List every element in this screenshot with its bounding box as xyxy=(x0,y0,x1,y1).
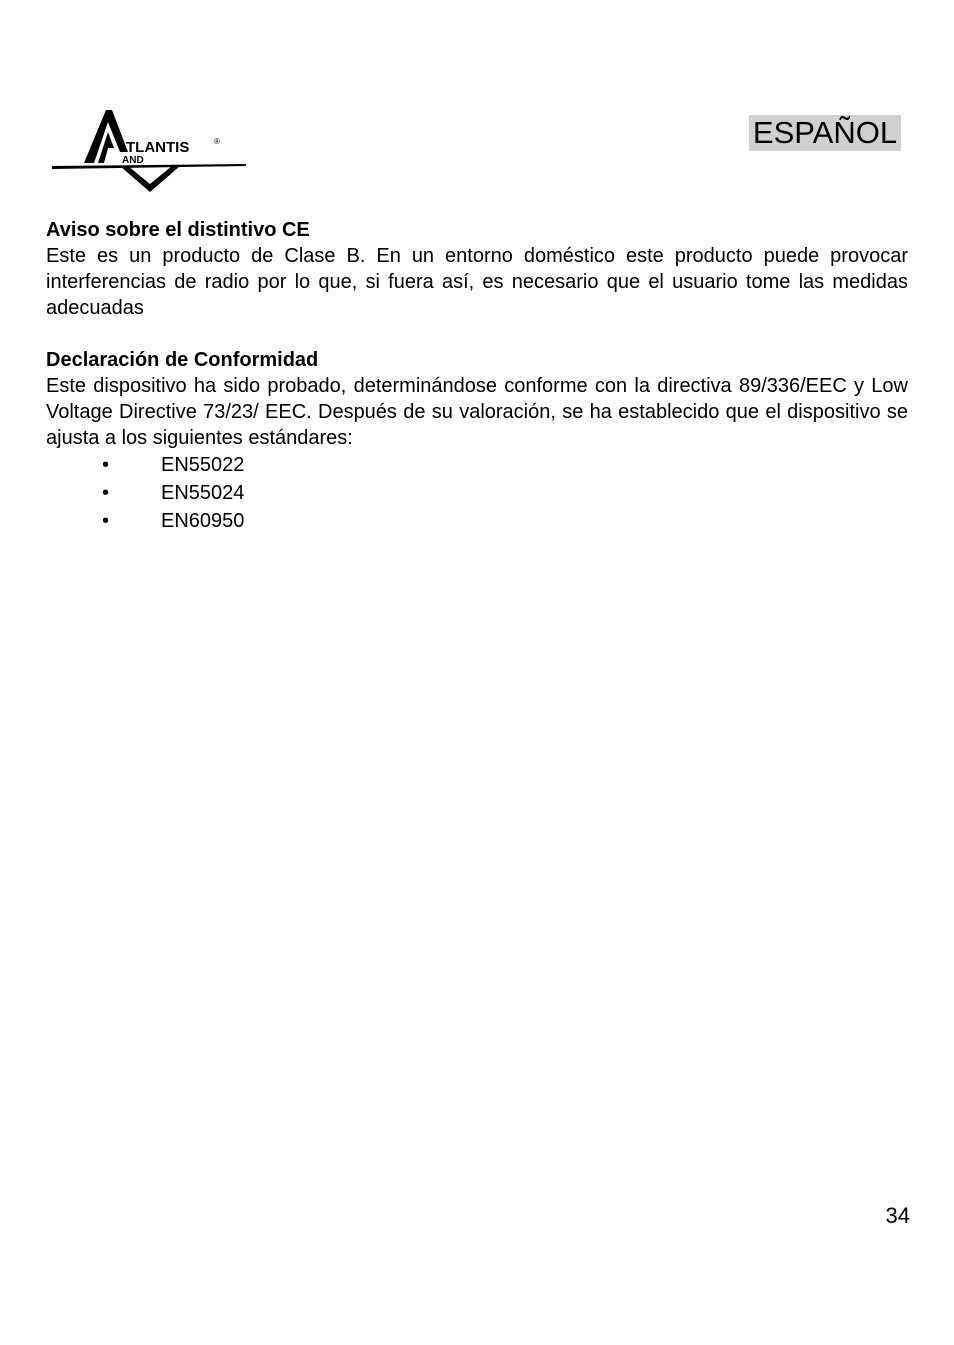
list-item xyxy=(46,507,908,535)
atlantis-land-logo xyxy=(50,108,250,196)
bullet-icon: • xyxy=(102,454,110,476)
language-label: ESPAÑOL xyxy=(749,115,901,151)
bullet-icon: • xyxy=(102,482,110,504)
logo-text-main: TLANTIS xyxy=(126,139,190,156)
logo-swoosh xyxy=(52,164,246,169)
logo-chevron xyxy=(120,166,180,192)
document-body xyxy=(46,217,908,535)
list-item xyxy=(46,479,908,507)
standard-name: EN60950 xyxy=(161,510,245,532)
bullet-icon: • xyxy=(102,510,110,532)
page-number: 34 xyxy=(885,1203,910,1228)
section-body-ce-notice: Este es un producto de Clase B. En un entorno doméstico este producto puede provocar interferencias de radio por lo que, si fuera así, es necesario que el usuario tome las medidas adecuadas xyxy=(46,245,908,319)
standard-name: EN55024 xyxy=(161,482,245,504)
section-body-conformity: Este dispositivo ha sido probado, determinándose conforme con la directiva 89/336/EEC y Low Voltage Directive 73/23/ EEC. Después de su valoración, se ha establecido que el dispositivo se ajusta a los siguientes estándares: xyxy=(46,375,908,449)
standards-list xyxy=(46,451,908,535)
list-item xyxy=(46,451,908,479)
section-spacer xyxy=(46,321,908,347)
standard-name: EN55022 xyxy=(161,454,245,476)
section-title-ce-notice: Aviso sobre el distintivo CE xyxy=(46,219,310,241)
logo-text-sub: AND xyxy=(122,155,144,166)
section-title-conformity: Declaración de Conformidad xyxy=(46,349,319,371)
logo-registered: ® xyxy=(214,137,220,146)
